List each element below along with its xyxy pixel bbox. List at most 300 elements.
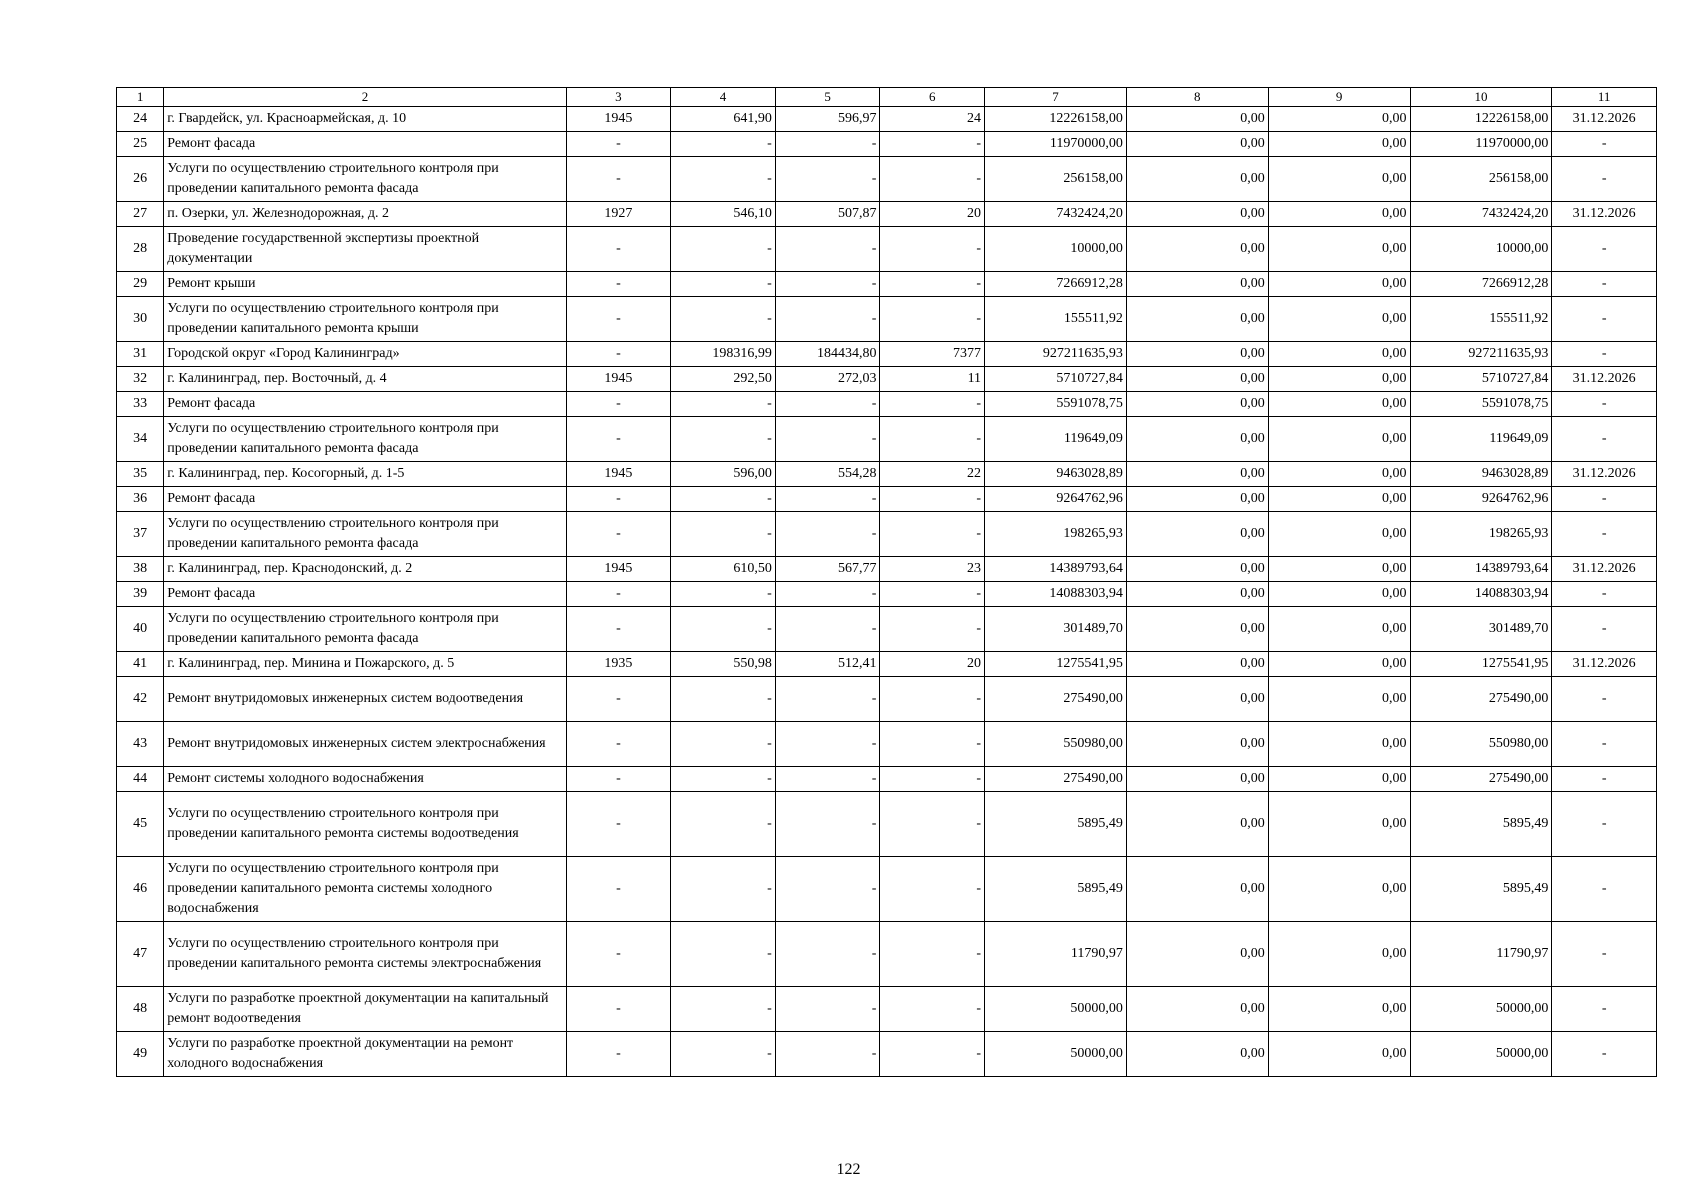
cell-cost-col-10: 198265,93: [1410, 512, 1552, 557]
cell-row-number: 29: [117, 272, 164, 297]
cell-total-area: -: [671, 987, 776, 1032]
cell-year-built: -: [566, 987, 671, 1032]
cell-total-area: 546,10: [671, 202, 776, 227]
header-col-2: 2: [164, 88, 566, 107]
cell-residents-count: -: [880, 512, 985, 557]
cell-item-name: Ремонт фасада: [164, 392, 566, 417]
cell-cost-col-10: 256158,00: [1410, 157, 1552, 202]
header-col-8: 8: [1126, 88, 1268, 107]
header-col-10: 10: [1410, 88, 1552, 107]
cell-total-area: -: [671, 132, 776, 157]
table-row: [117, 417, 1657, 462]
cell-total-area: -: [671, 767, 776, 792]
cell-item-name: Услуги по осуществлению строительного контроля при проведении капитального ремонта системы водоотведения: [164, 792, 566, 857]
cell-year-built: -: [566, 722, 671, 767]
cell-cost-col-8: 0,00: [1126, 272, 1268, 297]
table-row: [117, 107, 1657, 132]
cell-cost-col-8: 0,00: [1126, 987, 1268, 1032]
cell-total-cost: 256158,00: [985, 157, 1127, 202]
cell-residents-count: -: [880, 922, 985, 987]
cell-row-number: 48: [117, 987, 164, 1032]
cell-total-cost: 9264762,96: [985, 487, 1127, 512]
cell-cost-col-10: 10000,00: [1410, 227, 1552, 272]
cell-item-name: Услуги по осуществлению строительного контроля при проведении капитального ремонта фасада: [164, 607, 566, 652]
cell-total-area: -: [671, 512, 776, 557]
cell-living-area: 567,77: [775, 557, 880, 582]
cell-cost-col-10: 7432424,20: [1410, 202, 1552, 227]
cell-living-area: -: [775, 227, 880, 272]
cell-total-area: -: [671, 607, 776, 652]
cell-row-number: 30: [117, 297, 164, 342]
cell-total-area: -: [671, 677, 776, 722]
cell-total-cost: 7266912,28: [985, 272, 1127, 297]
cell-item-name: Услуги по разработке проектной документации на капитальный ремонт водоотведения: [164, 987, 566, 1032]
cell-deadline: -: [1552, 792, 1657, 857]
cell-cost-col-9: 0,00: [1268, 857, 1410, 922]
cell-deadline: 31.12.2026: [1552, 652, 1657, 677]
cell-total-cost: 5591078,75: [985, 392, 1127, 417]
cell-row-number: 27: [117, 202, 164, 227]
cell-residents-count: -: [880, 297, 985, 342]
cell-year-built: -: [566, 512, 671, 557]
table-row: [117, 582, 1657, 607]
cell-cost-col-8: 0,00: [1126, 607, 1268, 652]
cell-item-name: Ремонт фасада: [164, 582, 566, 607]
cell-cost-col-9: 0,00: [1268, 607, 1410, 652]
cell-living-area: 184434,80: [775, 342, 880, 367]
cell-residents-count: 20: [880, 202, 985, 227]
cell-year-built: -: [566, 792, 671, 857]
cell-row-number: 35: [117, 462, 164, 487]
cell-year-built: -: [566, 132, 671, 157]
header-col-4: 4: [671, 88, 776, 107]
table-row: [117, 652, 1657, 677]
cell-year-built: -: [566, 607, 671, 652]
table-row: [117, 462, 1657, 487]
cell-deadline: -: [1552, 297, 1657, 342]
cell-item-name: г. Калининград, пер. Восточный, д. 4: [164, 367, 566, 392]
cell-cost-col-9: 0,00: [1268, 462, 1410, 487]
cell-cost-col-8: 0,00: [1126, 857, 1268, 922]
cell-deadline: -: [1552, 132, 1657, 157]
cell-total-area: -: [671, 227, 776, 272]
table-row: [117, 202, 1657, 227]
cell-residents-count: -: [880, 487, 985, 512]
cell-living-area: 512,41: [775, 652, 880, 677]
cell-cost-col-9: 0,00: [1268, 342, 1410, 367]
cell-row-number: 32: [117, 367, 164, 392]
cell-cost-col-10: 927211635,93: [1410, 342, 1552, 367]
cell-cost-col-10: 7266912,28: [1410, 272, 1552, 297]
cell-deadline: -: [1552, 1032, 1657, 1077]
cell-total-cost: 119649,09: [985, 417, 1127, 462]
cell-cost-col-8: 0,00: [1126, 487, 1268, 512]
cell-cost-col-10: 50000,00: [1410, 987, 1552, 1032]
cell-residents-count: -: [880, 157, 985, 202]
cell-year-built: 1945: [566, 107, 671, 132]
cell-total-area: -: [671, 1032, 776, 1077]
cell-cost-col-9: 0,00: [1268, 767, 1410, 792]
cell-row-number: 25: [117, 132, 164, 157]
cell-item-name: Ремонт внутридомовых инженерных систем водоотведения: [164, 677, 566, 722]
cell-year-built: -: [566, 857, 671, 922]
cell-cost-col-10: 14389793,64: [1410, 557, 1552, 582]
cell-cost-col-8: 0,00: [1126, 417, 1268, 462]
cell-row-number: 43: [117, 722, 164, 767]
cell-residents-count: -: [880, 987, 985, 1032]
cell-cost-col-8: 0,00: [1126, 392, 1268, 417]
cell-total-area: 641,90: [671, 107, 776, 132]
cell-residents-count: -: [880, 677, 985, 722]
cell-item-name: Услуги по осуществлению строительного контроля при проведении капитального ремонта системы электроснабжения: [164, 922, 566, 987]
cell-total-cost: 14088303,94: [985, 582, 1127, 607]
cell-year-built: 1927: [566, 202, 671, 227]
cell-residents-count: -: [880, 767, 985, 792]
cell-row-number: 44: [117, 767, 164, 792]
cell-year-built: -: [566, 342, 671, 367]
cell-residents-count: 20: [880, 652, 985, 677]
cell-cost-col-8: 0,00: [1126, 227, 1268, 272]
cell-cost-col-10: 9264762,96: [1410, 487, 1552, 512]
cell-year-built: 1945: [566, 367, 671, 392]
cell-cost-col-9: 0,00: [1268, 297, 1410, 342]
cell-item-name: п. Озерки, ул. Железнодорожная, д. 2: [164, 202, 566, 227]
table-body: [117, 107, 1657, 1077]
cell-residents-count: -: [880, 392, 985, 417]
cell-cost-col-8: 0,00: [1126, 132, 1268, 157]
table-row: [117, 132, 1657, 157]
cell-total-area: -: [671, 392, 776, 417]
cell-deadline: -: [1552, 157, 1657, 202]
cell-total-cost: 9463028,89: [985, 462, 1127, 487]
cell-total-area: 550,98: [671, 652, 776, 677]
cell-deadline: -: [1552, 227, 1657, 272]
cell-residents-count: -: [880, 582, 985, 607]
cell-item-name: г. Калининград, пер. Косогорный, д. 1-5: [164, 462, 566, 487]
cell-deadline: -: [1552, 987, 1657, 1032]
cell-total-cost: 50000,00: [985, 1032, 1127, 1077]
cell-cost-col-9: 0,00: [1268, 392, 1410, 417]
cell-cost-col-9: 0,00: [1268, 1032, 1410, 1077]
cell-item-name: Проведение государственной экспертизы проектной документации: [164, 227, 566, 272]
cell-row-number: 24: [117, 107, 164, 132]
cell-living-area: -: [775, 132, 880, 157]
cell-row-number: 41: [117, 652, 164, 677]
header-col-3: 3: [566, 88, 671, 107]
cell-row-number: 45: [117, 792, 164, 857]
cell-year-built: -: [566, 582, 671, 607]
cell-row-number: 33: [117, 392, 164, 417]
cell-year-built: 1945: [566, 557, 671, 582]
cell-row-number: 42: [117, 677, 164, 722]
cell-cost-col-8: 0,00: [1126, 157, 1268, 202]
cell-cost-col-10: 301489,70: [1410, 607, 1552, 652]
cell-total-area: -: [671, 922, 776, 987]
cell-living-area: -: [775, 582, 880, 607]
cell-deadline: 31.12.2026: [1552, 462, 1657, 487]
cell-living-area: -: [775, 297, 880, 342]
cell-item-name: Ремонт крыши: [164, 272, 566, 297]
cell-total-cost: 11790,97: [985, 922, 1127, 987]
table-row: [117, 157, 1657, 202]
cell-year-built: -: [566, 417, 671, 462]
cell-year-built: -: [566, 227, 671, 272]
cell-cost-col-10: 155511,92: [1410, 297, 1552, 342]
header-col-6: 6: [880, 88, 985, 107]
cell-living-area: 507,87: [775, 202, 880, 227]
cell-year-built: 1945: [566, 462, 671, 487]
cell-cost-col-8: 0,00: [1126, 792, 1268, 857]
cell-cost-col-10: 11790,97: [1410, 922, 1552, 987]
cell-item-name: Услуги по осуществлению строительного контроля при проведении капитального ремонта системы холодного водоснабжения: [164, 857, 566, 922]
cell-residents-count: 23: [880, 557, 985, 582]
cell-cost-col-9: 0,00: [1268, 132, 1410, 157]
cell-cost-col-10: 550980,00: [1410, 722, 1552, 767]
cell-deadline: -: [1552, 607, 1657, 652]
cell-year-built: -: [566, 487, 671, 512]
cell-living-area: -: [775, 512, 880, 557]
cell-cost-col-8: 0,00: [1126, 557, 1268, 582]
table-row: [117, 297, 1657, 342]
cell-cost-col-8: 0,00: [1126, 342, 1268, 367]
cell-cost-col-10: 11970000,00: [1410, 132, 1552, 157]
page-number: 122: [836, 1161, 861, 1178]
cell-row-number: 28: [117, 227, 164, 272]
table-row: [117, 367, 1657, 392]
cell-residents-count: -: [880, 132, 985, 157]
cell-deadline: -: [1552, 392, 1657, 417]
cell-deadline: 31.12.2026: [1552, 557, 1657, 582]
cell-cost-col-9: 0,00: [1268, 792, 1410, 857]
cell-living-area: -: [775, 487, 880, 512]
cell-item-name: Городской округ «Город Калининград»: [164, 342, 566, 367]
cell-deadline: -: [1552, 677, 1657, 722]
cell-living-area: 554,28: [775, 462, 880, 487]
cell-row-number: 46: [117, 857, 164, 922]
cell-deadline: 31.12.2026: [1552, 107, 1657, 132]
cell-cost-col-8: 0,00: [1126, 582, 1268, 607]
cell-living-area: -: [775, 722, 880, 767]
cell-year-built: -: [566, 1032, 671, 1077]
cell-total-cost: 155511,92: [985, 297, 1127, 342]
cell-cost-col-10: 1275541,95: [1410, 652, 1552, 677]
table-row: [117, 922, 1657, 987]
cell-item-name: г. Калининград, пер. Минина и Пожарского, д. 5: [164, 652, 566, 677]
table-row: [117, 512, 1657, 557]
cell-cost-col-9: 0,00: [1268, 202, 1410, 227]
cell-row-number: 47: [117, 922, 164, 987]
header-col-9: 9: [1268, 88, 1410, 107]
cell-cost-col-9: 0,00: [1268, 367, 1410, 392]
cell-cost-col-10: 5710727,84: [1410, 367, 1552, 392]
cell-residents-count: 22: [880, 462, 985, 487]
cell-total-cost: 14389793,64: [985, 557, 1127, 582]
header-col-5: 5: [775, 88, 880, 107]
cell-item-name: г. Калининград, пер. Краснодонский, д. 2: [164, 557, 566, 582]
cell-deadline: -: [1552, 857, 1657, 922]
cell-cost-col-8: 0,00: [1126, 512, 1268, 557]
cell-living-area: -: [775, 392, 880, 417]
cell-living-area: -: [775, 987, 880, 1032]
cell-residents-count: -: [880, 722, 985, 767]
cell-living-area: -: [775, 792, 880, 857]
header-col-11: 11: [1552, 88, 1657, 107]
table-row: [117, 792, 1657, 857]
cell-item-name: Услуги по разработке проектной документации на ремонт холодного водоснабжения: [164, 1032, 566, 1077]
table-row: [117, 767, 1657, 792]
cell-residents-count: -: [880, 857, 985, 922]
cell-cost-col-9: 0,00: [1268, 512, 1410, 557]
cell-row-number: 36: [117, 487, 164, 512]
cell-living-area: -: [775, 607, 880, 652]
cell-total-area: -: [671, 157, 776, 202]
cell-total-area: -: [671, 792, 776, 857]
cell-row-number: 31: [117, 342, 164, 367]
cell-deadline: -: [1552, 512, 1657, 557]
cell-total-area: -: [671, 297, 776, 342]
cell-cost-col-10: 50000,00: [1410, 1032, 1552, 1077]
cell-residents-count: -: [880, 417, 985, 462]
cell-total-cost: 198265,93: [985, 512, 1127, 557]
cell-item-name: Услуги по осуществлению строительного контроля при проведении капитального ремонта фасада: [164, 512, 566, 557]
table-row: [117, 857, 1657, 922]
cell-cost-col-9: 0,00: [1268, 107, 1410, 132]
cell-total-area: -: [671, 722, 776, 767]
cell-total-cost: 7432424,20: [985, 202, 1127, 227]
cell-deadline: -: [1552, 487, 1657, 512]
cell-cost-col-9: 0,00: [1268, 652, 1410, 677]
cell-cost-col-10: 275490,00: [1410, 677, 1552, 722]
table-row: [117, 987, 1657, 1032]
column-number-header: [117, 88, 1657, 107]
cell-cost-col-10: 9463028,89: [1410, 462, 1552, 487]
cell-cost-col-8: 0,00: [1126, 367, 1268, 392]
cell-deadline: -: [1552, 922, 1657, 987]
cell-cost-col-9: 0,00: [1268, 557, 1410, 582]
cell-cost-col-10: 14088303,94: [1410, 582, 1552, 607]
cell-cost-col-10: 275490,00: [1410, 767, 1552, 792]
cell-item-name: Услуги по осуществлению строительного контроля при проведении капитального ремонта фасада: [164, 417, 566, 462]
cell-cost-col-10: 12226158,00: [1410, 107, 1552, 132]
cell-year-built: -: [566, 677, 671, 722]
cell-total-area: -: [671, 487, 776, 512]
cell-year-built: 1935: [566, 652, 671, 677]
table-row: [117, 342, 1657, 367]
cell-year-built: -: [566, 767, 671, 792]
header-col-1: 1: [117, 88, 164, 107]
cell-residents-count: 7377: [880, 342, 985, 367]
cell-total-area: 292,50: [671, 367, 776, 392]
table-row: [117, 607, 1657, 652]
cell-total-cost: 10000,00: [985, 227, 1127, 272]
cell-living-area: 596,97: [775, 107, 880, 132]
cell-total-cost: 301489,70: [985, 607, 1127, 652]
cell-living-area: -: [775, 677, 880, 722]
cell-living-area: -: [775, 272, 880, 297]
cell-row-number: 40: [117, 607, 164, 652]
cell-deadline: -: [1552, 582, 1657, 607]
cell-cost-col-8: 0,00: [1126, 767, 1268, 792]
cell-residents-count: -: [880, 607, 985, 652]
cell-row-number: 39: [117, 582, 164, 607]
cell-item-name: г. Гвардейск, ул. Красноармейская, д. 10: [164, 107, 566, 132]
cell-year-built: -: [566, 922, 671, 987]
cell-cost-col-8: 0,00: [1126, 722, 1268, 767]
cell-cost-col-8: 0,00: [1126, 107, 1268, 132]
cell-deadline: -: [1552, 342, 1657, 367]
table-row: [117, 722, 1657, 767]
cell-cost-col-10: 119649,09: [1410, 417, 1552, 462]
cell-total-cost: 5710727,84: [985, 367, 1127, 392]
cell-cost-col-8: 0,00: [1126, 677, 1268, 722]
cell-residents-count: -: [880, 227, 985, 272]
cell-item-name: Ремонт фасада: [164, 132, 566, 157]
cell-total-cost: 5895,49: [985, 792, 1127, 857]
cell-total-cost: 11970000,00: [985, 132, 1127, 157]
cell-deadline: -: [1552, 767, 1657, 792]
cell-cost-col-8: 0,00: [1126, 297, 1268, 342]
cell-total-area: -: [671, 857, 776, 922]
cell-residents-count: 11: [880, 367, 985, 392]
cell-total-cost: 5895,49: [985, 857, 1127, 922]
table-row: [117, 557, 1657, 582]
cell-row-number: 34: [117, 417, 164, 462]
cell-year-built: -: [566, 272, 671, 297]
cell-total-cost: 927211635,93: [985, 342, 1127, 367]
cell-row-number: 26: [117, 157, 164, 202]
table-row: [117, 227, 1657, 272]
cell-residents-count: -: [880, 792, 985, 857]
cell-item-name: Ремонт фасада: [164, 487, 566, 512]
cell-cost-col-9: 0,00: [1268, 582, 1410, 607]
cell-cost-col-9: 0,00: [1268, 922, 1410, 987]
cell-living-area: -: [775, 857, 880, 922]
header-col-7: 7: [985, 88, 1127, 107]
cell-cost-col-9: 0,00: [1268, 677, 1410, 722]
cell-row-number: 37: [117, 512, 164, 557]
cell-cost-col-8: 0,00: [1126, 462, 1268, 487]
cell-living-area: -: [775, 767, 880, 792]
cell-deadline: -: [1552, 417, 1657, 462]
cell-cost-col-8: 0,00: [1126, 202, 1268, 227]
cell-item-name: Ремонт внутридомовых инженерных систем электроснабжения: [164, 722, 566, 767]
cell-cost-col-9: 0,00: [1268, 227, 1410, 272]
cell-total-area: 596,00: [671, 462, 776, 487]
table-row: [117, 1032, 1657, 1077]
cell-cost-col-9: 0,00: [1268, 157, 1410, 202]
cell-deadline: 31.12.2026: [1552, 367, 1657, 392]
cell-living-area: -: [775, 417, 880, 462]
cell-item-name: Услуги по осуществлению строительного контроля при проведении капитального ремонта фасада: [164, 157, 566, 202]
cell-cost-col-10: 5895,49: [1410, 857, 1552, 922]
cell-total-area: -: [671, 417, 776, 462]
table-row: [117, 272, 1657, 297]
cell-total-area: -: [671, 582, 776, 607]
cell-total-cost: 275490,00: [985, 677, 1127, 722]
cell-row-number: 38: [117, 557, 164, 582]
capital-repair-table: [116, 87, 1657, 1077]
cell-cost-col-9: 0,00: [1268, 722, 1410, 767]
cell-cost-col-10: 5591078,75: [1410, 392, 1552, 417]
cell-cost-col-10: 5895,49: [1410, 792, 1552, 857]
cell-year-built: -: [566, 297, 671, 342]
cell-total-cost: 550980,00: [985, 722, 1127, 767]
cell-residents-count: -: [880, 1032, 985, 1077]
cell-cost-col-8: 0,00: [1126, 922, 1268, 987]
cell-cost-col-9: 0,00: [1268, 417, 1410, 462]
cell-deadline: -: [1552, 272, 1657, 297]
cell-total-area: 610,50: [671, 557, 776, 582]
